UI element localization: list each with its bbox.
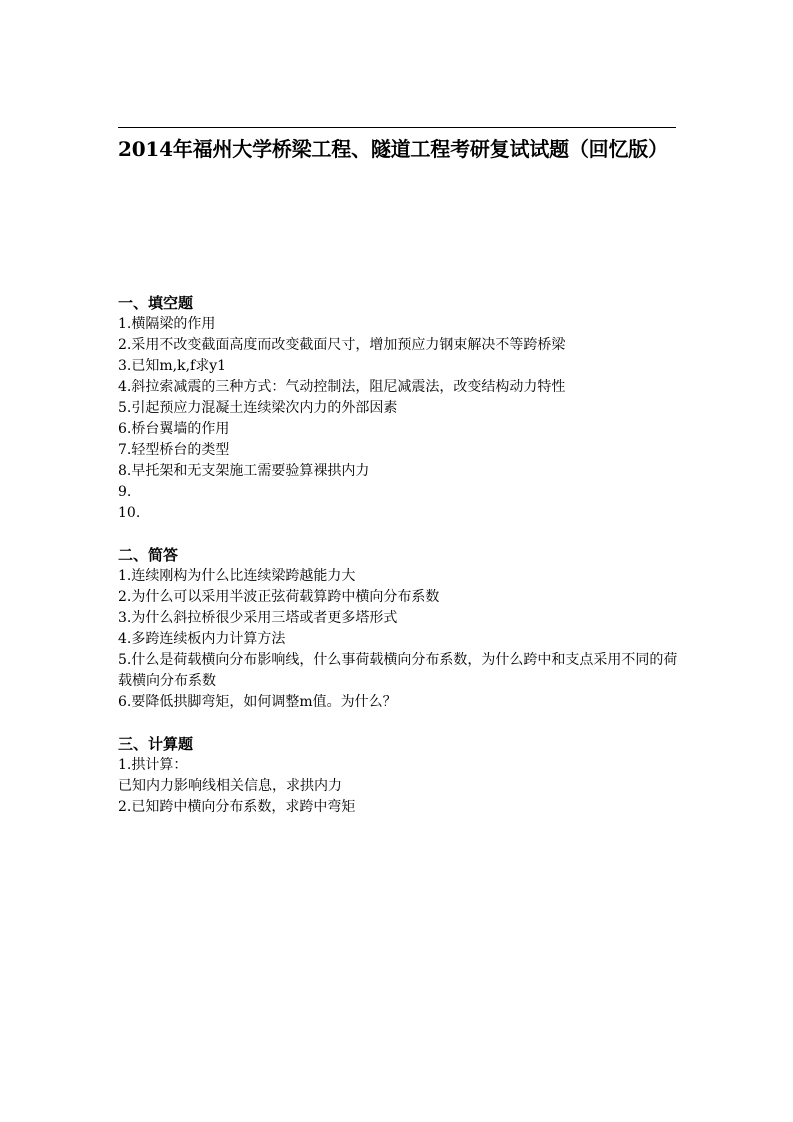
question-item: 6.要降低拱脚弯矩，如何调整m值。为什么？	[118, 694, 397, 710]
question-item: 2.采用不改变截面高度而改变截面尺寸，增加预应力钢束解决不等跨桥梁	[118, 337, 566, 353]
document-body	[118, 293, 678, 839]
section-heading: 二、简答	[118, 546, 179, 564]
question-item: 5.引起预应力混凝土连续梁次内力的外部因素	[118, 400, 398, 416]
question-item: 6.桥台翼墙的作用	[118, 421, 230, 437]
section-short-answer	[118, 545, 678, 713]
section-fill-in-blanks	[118, 293, 678, 524]
question-item: 4.斜拉索减震的三种方式：气动控制法，阻尼减震法，改变结构动力特性	[118, 379, 566, 395]
question-item: 已知内力影响线相关信息，求拱内力	[118, 778, 342, 794]
question-list	[118, 566, 678, 713]
question-item: 10.	[118, 505, 141, 521]
question-item: 8.早托架和无支架施工需要验算裸拱内力	[118, 463, 370, 479]
question-list	[118, 314, 678, 524]
question-item: 3.为什么斜拉桥很少采用三塔或者更多塔形式	[118, 610, 398, 626]
question-item: 1.横隔梁的作用	[118, 316, 216, 332]
question-item: 7.轻型桥台的类型	[118, 442, 230, 458]
question-item: 2.为什么可以采用半波正弦荷载算跨中横向分布系数	[118, 589, 440, 605]
header-rule	[118, 127, 676, 128]
section-calculation	[118, 734, 678, 818]
question-item: 1.连续刚构为什么比连续梁跨越能力大	[118, 568, 356, 584]
document-title: 2014年福州大学桥梁工程、隧道工程考研复试试题（回忆版）	[118, 137, 668, 161]
question-list	[118, 755, 678, 818]
section-heading: 三、计算题	[118, 735, 194, 753]
question-item: 5.什么是荷载横向分布影响线，什么事荷载横向分布系数，为什么跨中和支点采用不同的荷载横向分布系数	[118, 652, 678, 689]
question-item: 4.多跨连续板内力计算方法	[118, 631, 286, 647]
question-item: 2.已知跨中横向分布系数，求跨中弯矩	[118, 799, 356, 815]
question-item: 9.	[118, 484, 132, 500]
section-heading: 一、填空题	[118, 294, 194, 312]
question-item: 1.拱计算：	[118, 757, 188, 773]
question-item: 3.已知m,k,f求y1	[118, 358, 227, 374]
